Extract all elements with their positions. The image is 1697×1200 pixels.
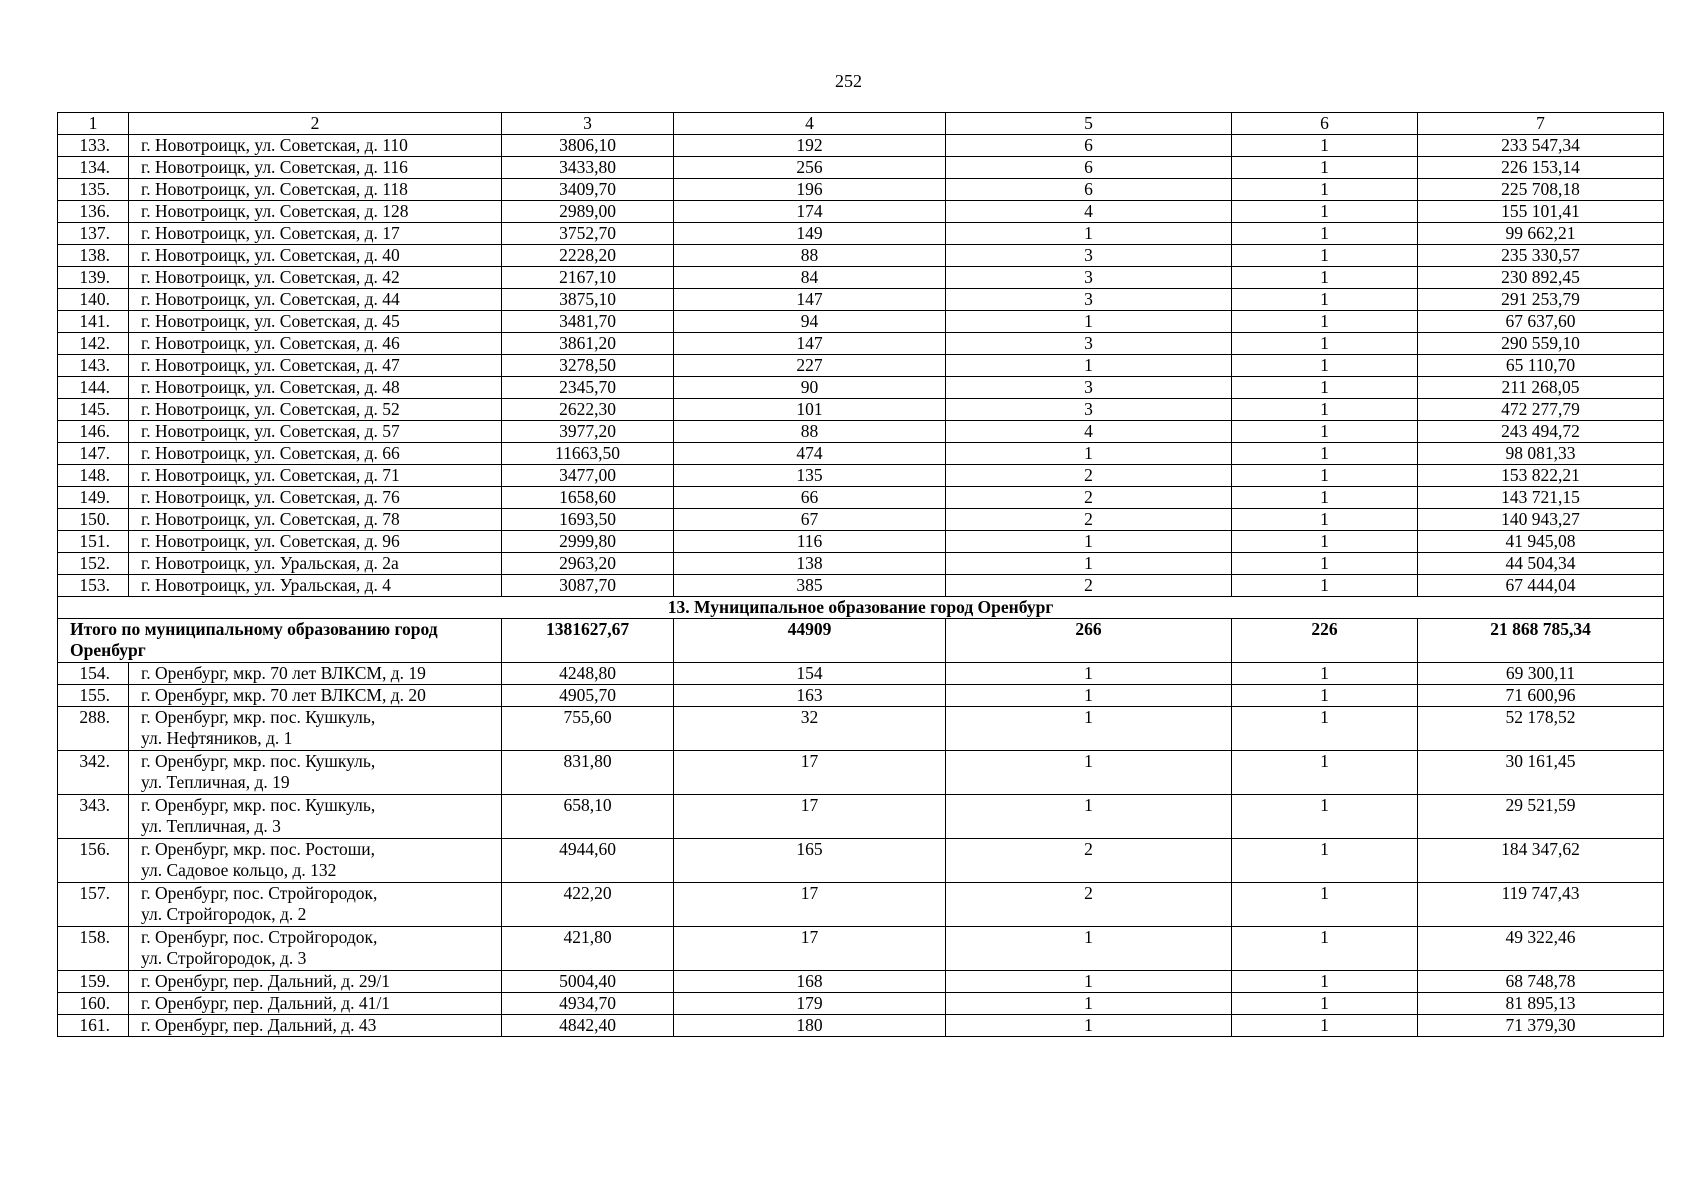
- table-cell: 69 300,11: [1418, 663, 1664, 685]
- table-cell: 29 521,59: [1418, 795, 1664, 839]
- table-row: [58, 1015, 1664, 1037]
- table-cell: г. Оренбург, пер. Дальний, д. 41/1: [129, 993, 502, 1015]
- table-cell: 3: [946, 399, 1232, 421]
- table-cell: 165: [674, 839, 946, 883]
- table-cell: 342.: [58, 751, 129, 795]
- table-cell: г. Новотроицк, ул. Советская, д. 116: [129, 157, 502, 179]
- table-cell: 230 892,45: [1418, 267, 1664, 289]
- table-cell: 1: [946, 553, 1232, 575]
- section-title: 13. Муниципальное образование город Оренбург: [58, 597, 1664, 619]
- total-label: Итого по муниципальному образованию город Оренбург: [58, 619, 502, 663]
- table-cell: 140.: [58, 289, 129, 311]
- table-cell: 1: [946, 993, 1232, 1015]
- table-cell: 71 600,96: [1418, 685, 1664, 707]
- table-cell: 81 895,13: [1418, 993, 1664, 1015]
- table-cell: 11663,50: [502, 443, 674, 465]
- table-cell: г. Новотроицк, ул. Советская, д. 42: [129, 267, 502, 289]
- table-cell: 156.: [58, 839, 129, 883]
- table-cell: 472 277,79: [1418, 399, 1664, 421]
- table-row: [58, 509, 1664, 531]
- table-cell: 44 504,34: [1418, 553, 1664, 575]
- table-cell: 1: [1232, 377, 1418, 399]
- table-cell: 3806,10: [502, 135, 674, 157]
- address-line: ул. Нефтяников, д. 1: [141, 728, 293, 748]
- address-line: ул. Садовое кольцо, д. 132: [141, 860, 337, 880]
- table-cell: 4842,40: [502, 1015, 674, 1037]
- table-cell: 2989,00: [502, 201, 674, 223]
- table-cell: 3477,00: [502, 465, 674, 487]
- table-cell: 141.: [58, 311, 129, 333]
- table-cell: 143.: [58, 355, 129, 377]
- table-cell: г. Новотроицк, ул. Советская, д. 78: [129, 509, 502, 531]
- table-cell: 243 494,72: [1418, 421, 1664, 443]
- total-value: 21 868 785,34: [1418, 619, 1664, 663]
- table-cell: 3861,20: [502, 333, 674, 355]
- table-cell: 288.: [58, 707, 129, 751]
- table-cell: 343.: [58, 795, 129, 839]
- table-cell: 68 748,78: [1418, 971, 1664, 993]
- table-cell: 1: [1232, 971, 1418, 993]
- table-cell: 1: [946, 311, 1232, 333]
- table-cell: 17: [674, 795, 946, 839]
- table-cell: 2: [946, 465, 1232, 487]
- total-row: [58, 619, 1664, 663]
- table-cell: 3875,10: [502, 289, 674, 311]
- table-cell: 4: [946, 421, 1232, 443]
- table-cell: 1: [946, 971, 1232, 993]
- total-value: 44909: [674, 619, 946, 663]
- table-cell: 160.: [58, 993, 129, 1015]
- table-cell: г. Оренбург, пер. Дальний, д. 43: [129, 1015, 502, 1037]
- table-cell: 138: [674, 553, 946, 575]
- table-cell: г. Оренбург, пер. Дальний, д. 29/1: [129, 971, 502, 993]
- table-cell: 233 547,34: [1418, 135, 1664, 157]
- column-number-row: [58, 113, 1664, 135]
- table-cell: 146.: [58, 421, 129, 443]
- table-cell: г. Новотроицк, ул. Советская, д. 47: [129, 355, 502, 377]
- table-cell: г. Новотроицк, ул. Советская, д. 17: [129, 223, 502, 245]
- table-cell: 157.: [58, 883, 129, 927]
- table-cell: 3481,70: [502, 311, 674, 333]
- table-cell: 1: [1232, 157, 1418, 179]
- table-cell: 1: [1232, 355, 1418, 377]
- table-cell: 90: [674, 377, 946, 399]
- table-cell: 4905,70: [502, 685, 674, 707]
- table-cell: 133.: [58, 135, 129, 157]
- table-cell: 1: [946, 751, 1232, 795]
- column-number: 5: [946, 113, 1232, 135]
- table-cell: 5004,40: [502, 971, 674, 993]
- table-cell: 139.: [58, 267, 129, 289]
- table-row: [58, 971, 1664, 993]
- table-row: [58, 157, 1664, 179]
- table-cell: 3087,70: [502, 575, 674, 597]
- table-cell: 3409,70: [502, 179, 674, 201]
- table-cell: г. Новотроицк, ул. Советская, д. 48: [129, 377, 502, 399]
- table-cell: 147: [674, 333, 946, 355]
- column-number: 7: [1418, 113, 1664, 135]
- table-row: [58, 267, 1664, 289]
- table-cell: 147: [674, 289, 946, 311]
- table-cell: 154: [674, 663, 946, 685]
- table-cell: 116: [674, 531, 946, 553]
- table-cell: 155 101,41: [1418, 201, 1664, 223]
- table-cell: 99 662,21: [1418, 223, 1664, 245]
- table-cell: 1: [1232, 553, 1418, 575]
- table-cell: 49 322,46: [1418, 927, 1664, 971]
- table-cell: 84: [674, 267, 946, 289]
- table-row: [58, 135, 1664, 157]
- table-cell: 67 444,04: [1418, 575, 1664, 597]
- table-cell: 1: [1232, 751, 1418, 795]
- table-cell: 6: [946, 157, 1232, 179]
- table-cell: 168: [674, 971, 946, 993]
- table-cell: 136.: [58, 201, 129, 223]
- table-cell: 3278,50: [502, 355, 674, 377]
- table-cell: 155.: [58, 685, 129, 707]
- table-row: [58, 993, 1664, 1015]
- table-row: [58, 575, 1664, 597]
- table-cell: 52 178,52: [1418, 707, 1664, 751]
- table-cell: 2167,10: [502, 267, 674, 289]
- table-row: [58, 839, 1664, 883]
- table-cell: 1: [946, 707, 1232, 751]
- table-cell: 4248,80: [502, 663, 674, 685]
- table-cell: 1: [1232, 289, 1418, 311]
- table-cell: 1693,50: [502, 509, 674, 531]
- table-row: [58, 201, 1664, 223]
- table-row: [58, 289, 1664, 311]
- table-row: [58, 245, 1664, 267]
- table-cell: 2: [946, 487, 1232, 509]
- page-number: 252: [835, 71, 862, 91]
- table-cell: 2228,20: [502, 245, 674, 267]
- column-number: 6: [1232, 113, 1418, 135]
- table-cell: 159.: [58, 971, 129, 993]
- table-cell: 422,20: [502, 883, 674, 927]
- table-row: [58, 179, 1664, 201]
- table-cell: 41 945,08: [1418, 531, 1664, 553]
- table-cell: 1658,60: [502, 487, 674, 509]
- table-cell: 1: [1232, 707, 1418, 751]
- table-cell: 1: [946, 663, 1232, 685]
- table-cell: 1: [1232, 465, 1418, 487]
- table-cell: 2: [946, 575, 1232, 597]
- table-cell: г. Новотроицк, ул. Советская, д. 128: [129, 201, 502, 223]
- table-cell: 1: [1232, 531, 1418, 553]
- table-cell: 385: [674, 575, 946, 597]
- table-cell: 149.: [58, 487, 129, 509]
- table-row: [58, 751, 1664, 795]
- table-cell: 3752,70: [502, 223, 674, 245]
- table-cell: 1: [1232, 487, 1418, 509]
- table-cell: 1: [1232, 839, 1418, 883]
- table-cell: 1: [946, 531, 1232, 553]
- table-cell: 101: [674, 399, 946, 421]
- table-cell: 4: [946, 201, 1232, 223]
- table-row: [58, 465, 1664, 487]
- table-cell: 154.: [58, 663, 129, 685]
- table-cell: 1: [1232, 927, 1418, 971]
- table-cell: 2345,70: [502, 377, 674, 399]
- table-cell: 94: [674, 311, 946, 333]
- table-cell: 134.: [58, 157, 129, 179]
- table-cell: 1: [946, 443, 1232, 465]
- table-cell: 140 943,27: [1418, 509, 1664, 531]
- table-cell: г. Новотроицк, ул. Советская, д. 45: [129, 311, 502, 333]
- table-cell: 3433,80: [502, 157, 674, 179]
- table-cell: 88: [674, 421, 946, 443]
- address-line: ул. Стройгородок, д. 3: [141, 948, 307, 968]
- table-row: [58, 927, 1664, 971]
- table-cell: г. Новотроицк, ул. Советская, д. 118: [129, 179, 502, 201]
- table-cell: 1: [946, 685, 1232, 707]
- table-cell: г. Новотроицк, ул. Советская, д. 46: [129, 333, 502, 355]
- table-cell: 119 747,43: [1418, 883, 1664, 927]
- table-cell: г. Оренбург, мкр. 70 лет ВЛКСМ, д. 20: [129, 685, 502, 707]
- table-cell: 1: [946, 927, 1232, 971]
- table-cell: 1: [1232, 575, 1418, 597]
- table-cell: 2: [946, 883, 1232, 927]
- table-cell: 179: [674, 993, 946, 1015]
- table-cell: 17: [674, 927, 946, 971]
- total-value: 226: [1232, 619, 1418, 663]
- table-cell: 147.: [58, 443, 129, 465]
- address-cell: [129, 751, 502, 795]
- table-cell: 135: [674, 465, 946, 487]
- table-cell: 1: [1232, 223, 1418, 245]
- table-cell: 67: [674, 509, 946, 531]
- table-row: [58, 421, 1664, 443]
- table-cell: 1: [946, 1015, 1232, 1037]
- table-cell: 17: [674, 751, 946, 795]
- table-cell: 235 330,57: [1418, 245, 1664, 267]
- table-cell: 17: [674, 883, 946, 927]
- table-cell: 66: [674, 487, 946, 509]
- table-cell: 151.: [58, 531, 129, 553]
- table-cell: 225 708,18: [1418, 179, 1664, 201]
- table-cell: 1: [1232, 993, 1418, 1015]
- table-cell: 144.: [58, 377, 129, 399]
- table-cell: 67 637,60: [1418, 311, 1664, 333]
- table-cell: 474: [674, 443, 946, 465]
- table-cell: 1: [1232, 311, 1418, 333]
- table-cell: 4944,60: [502, 839, 674, 883]
- table-row: [58, 883, 1664, 927]
- address-line: г. Оренбург, пос. Стройгородок,: [141, 883, 378, 903]
- table-cell: 227: [674, 355, 946, 377]
- table-row: [58, 487, 1664, 509]
- table-body: [58, 113, 1664, 1037]
- table-cell: 1: [1232, 245, 1418, 267]
- address-cell: [129, 927, 502, 971]
- table-row: [58, 377, 1664, 399]
- table-cell: 2963,20: [502, 553, 674, 575]
- table-cell: 138.: [58, 245, 129, 267]
- table-cell: 153.: [58, 575, 129, 597]
- table-cell: 291 253,79: [1418, 289, 1664, 311]
- table-cell: 180: [674, 1015, 946, 1037]
- table-cell: 163: [674, 685, 946, 707]
- table-cell: 3: [946, 333, 1232, 355]
- total-value: 266: [946, 619, 1232, 663]
- table-cell: 153 822,21: [1418, 465, 1664, 487]
- column-number: 3: [502, 113, 674, 135]
- table-cell: 148.: [58, 465, 129, 487]
- address-cell: [129, 883, 502, 927]
- table-cell: 88: [674, 245, 946, 267]
- table-cell: 290 559,10: [1418, 333, 1664, 355]
- table-cell: 149: [674, 223, 946, 245]
- data-table: [57, 112, 1664, 1037]
- address-line: ул. Тепличная, д. 3: [141, 816, 281, 836]
- column-number: 4: [674, 113, 946, 135]
- table-cell: 4934,70: [502, 993, 674, 1015]
- table-cell: 3: [946, 377, 1232, 399]
- column-number: 2: [129, 113, 502, 135]
- table-row: [58, 333, 1664, 355]
- table-row: [58, 355, 1664, 377]
- table-cell: г. Новотроицк, ул. Советская, д. 76: [129, 487, 502, 509]
- address-line: г. Оренбург, мкр. пос. Ростоши,: [141, 839, 375, 859]
- address-line: г. Оренбург, мкр. пос. Кушкуль,: [141, 751, 376, 771]
- table-row: [58, 795, 1664, 839]
- table-cell: 658,10: [502, 795, 674, 839]
- table-cell: 71 379,30: [1418, 1015, 1664, 1037]
- table-cell: 184 347,62: [1418, 839, 1664, 883]
- table-cell: г. Новотроицк, ул. Советская, д. 110: [129, 135, 502, 157]
- table-cell: 421,80: [502, 927, 674, 971]
- table-cell: 143 721,15: [1418, 487, 1664, 509]
- table-cell: г. Оренбург, мкр. 70 лет ВЛКСМ, д. 19: [129, 663, 502, 685]
- table-cell: 158.: [58, 927, 129, 971]
- table-row: [58, 663, 1664, 685]
- table-cell: г. Новотроицк, ул. Советская, д. 57: [129, 421, 502, 443]
- table-cell: 755,60: [502, 707, 674, 751]
- table-cell: 150.: [58, 509, 129, 531]
- table-row: [58, 443, 1664, 465]
- table-cell: 2: [946, 509, 1232, 531]
- section-title-row: [58, 597, 1664, 619]
- table-cell: 1: [1232, 201, 1418, 223]
- table-cell: 145.: [58, 399, 129, 421]
- address-cell: [129, 707, 502, 751]
- table-cell: 3: [946, 245, 1232, 267]
- address-line: г. Оренбург, мкр. пос. Кушкуль,: [141, 795, 376, 815]
- table-row: [58, 553, 1664, 575]
- total-value: 1381627,67: [502, 619, 674, 663]
- table-cell: 1: [1232, 883, 1418, 927]
- table-cell: 211 268,05: [1418, 377, 1664, 399]
- table-cell: 32: [674, 707, 946, 751]
- table-row: [58, 707, 1664, 751]
- table-cell: 30 161,45: [1418, 751, 1664, 795]
- table-cell: 3977,20: [502, 421, 674, 443]
- table-cell: 2999,80: [502, 531, 674, 553]
- column-number: 1: [58, 113, 129, 135]
- address-cell: [129, 795, 502, 839]
- table-cell: 226 153,14: [1418, 157, 1664, 179]
- table-cell: 1: [946, 223, 1232, 245]
- table-cell: 2622,30: [502, 399, 674, 421]
- table-row: [58, 685, 1664, 707]
- table-cell: 98 081,33: [1418, 443, 1664, 465]
- table-cell: 2: [946, 839, 1232, 883]
- table-cell: г. Новотроицк, ул. Уральская, д. 4: [129, 575, 502, 597]
- table-cell: 1: [1232, 685, 1418, 707]
- table-cell: 1: [946, 355, 1232, 377]
- table-row: [58, 311, 1664, 333]
- table-row: [58, 531, 1664, 553]
- table-cell: 6: [946, 179, 1232, 201]
- table-cell: 1: [1232, 333, 1418, 355]
- table-cell: 152.: [58, 553, 129, 575]
- table-cell: г. Новотроицк, ул. Советская, д. 96: [129, 531, 502, 553]
- table-cell: г. Новотроицк, ул. Уральская, д. 2а: [129, 553, 502, 575]
- table-cell: 1: [1232, 1015, 1418, 1037]
- table-row: [58, 223, 1664, 245]
- table-cell: г. Новотроицк, ул. Советская, д. 66: [129, 443, 502, 465]
- table-row: [58, 399, 1664, 421]
- table-cell: 1: [1232, 399, 1418, 421]
- table-cell: 1: [946, 795, 1232, 839]
- table-cell: 1: [1232, 421, 1418, 443]
- table-cell: 137.: [58, 223, 129, 245]
- table-cell: 256: [674, 157, 946, 179]
- table-cell: 1: [1232, 179, 1418, 201]
- table-cell: 196: [674, 179, 946, 201]
- table-cell: 1: [1232, 443, 1418, 465]
- table-cell: 174: [674, 201, 946, 223]
- table-cell: 1: [1232, 663, 1418, 685]
- address-cell: [129, 839, 502, 883]
- table-cell: 1: [1232, 135, 1418, 157]
- table-cell: 3: [946, 267, 1232, 289]
- table-cell: г. Новотроицк, ул. Советская, д. 40: [129, 245, 502, 267]
- table-cell: 192: [674, 135, 946, 157]
- table-cell: г. Новотроицк, ул. Советская, д. 44: [129, 289, 502, 311]
- table-cell: г. Новотроицк, ул. Советская, д. 52: [129, 399, 502, 421]
- address-line: ул. Стройгородок, д. 2: [141, 904, 307, 924]
- address-line: г. Оренбург, пос. Стройгородок,: [141, 927, 378, 947]
- table-cell: г. Новотроицк, ул. Советская, д. 71: [129, 465, 502, 487]
- table-cell: 1: [1232, 267, 1418, 289]
- table-cell: 6: [946, 135, 1232, 157]
- table-cell: 65 110,70: [1418, 355, 1664, 377]
- table-cell: 142.: [58, 333, 129, 355]
- table-cell: 1: [1232, 795, 1418, 839]
- address-line: г. Оренбург, мкр. пос. Кушкуль,: [141, 707, 376, 727]
- table-cell: 161.: [58, 1015, 129, 1037]
- address-line: ул. Тепличная, д. 19: [141, 772, 290, 792]
- table-cell: 831,80: [502, 751, 674, 795]
- table-cell: 3: [946, 289, 1232, 311]
- table-cell: 135.: [58, 179, 129, 201]
- table-cell: 1: [1232, 509, 1418, 531]
